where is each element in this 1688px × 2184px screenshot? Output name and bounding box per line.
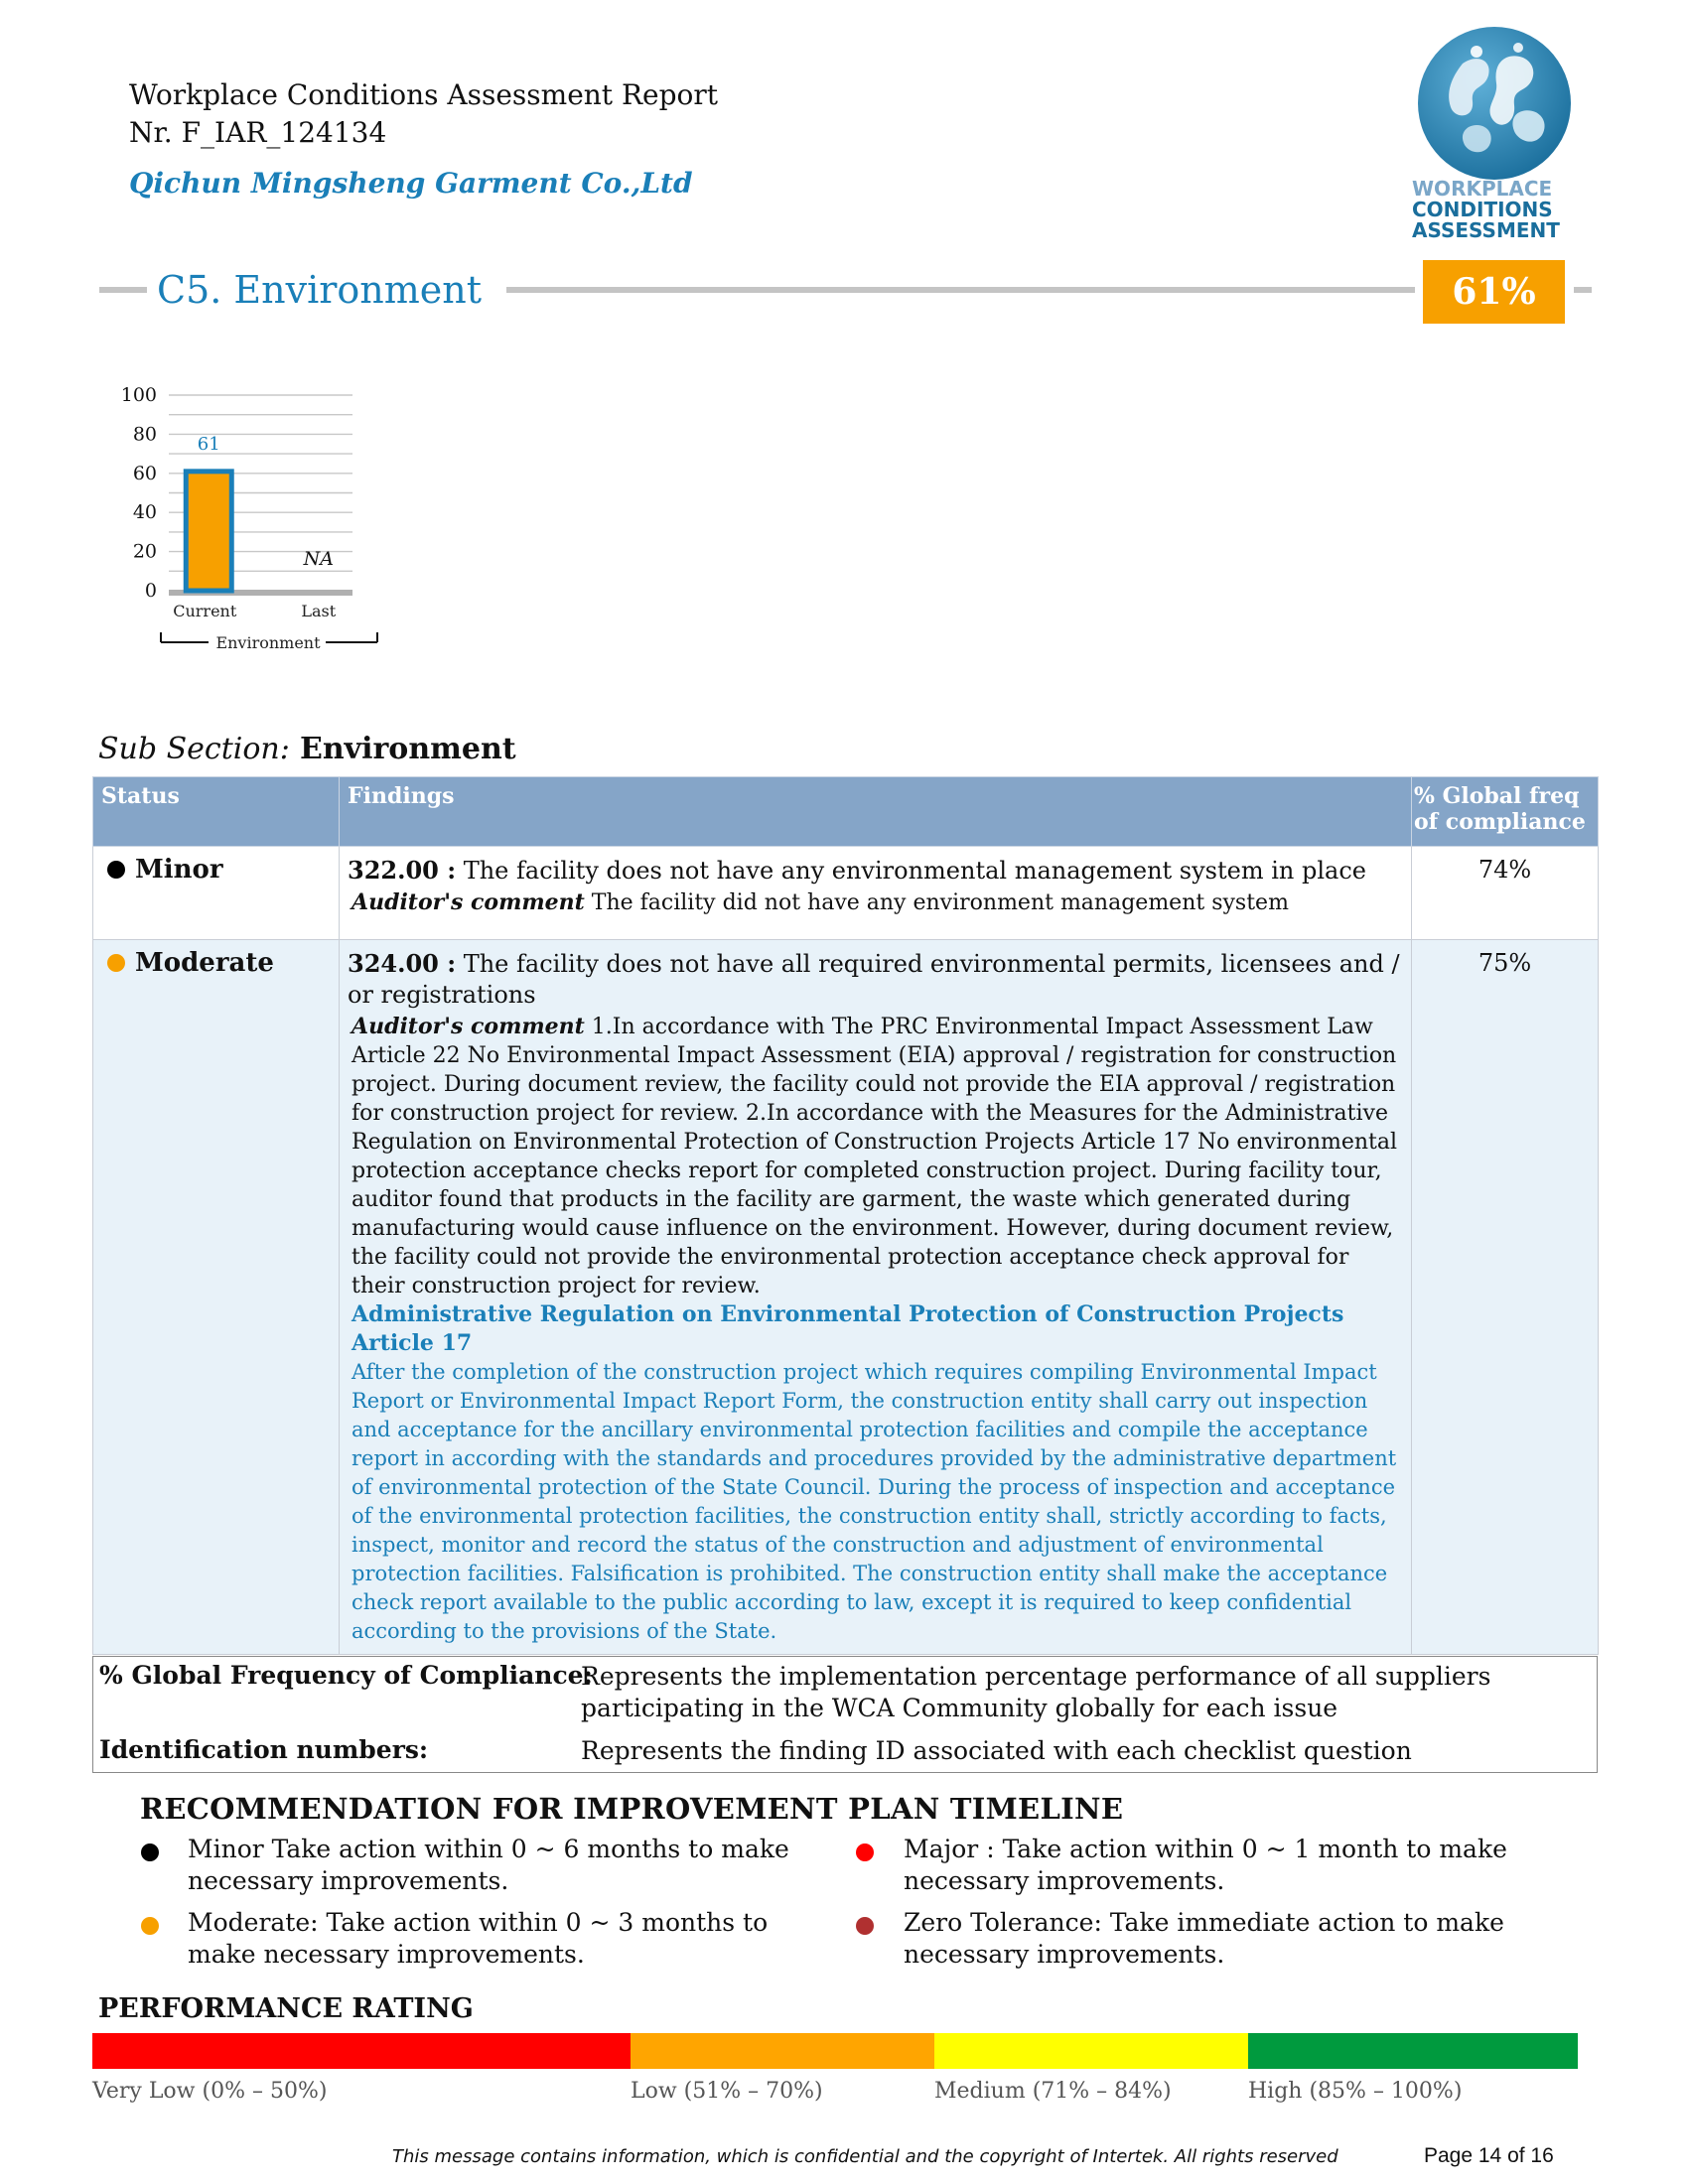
rec-item-major: Major : Take action within 0 ~ 1 month to make necessary improvements. <box>904 1835 1507 1895</box>
section-rule-middle <box>506 287 1415 293</box>
chart-x-axis-label: Environment <box>215 633 321 652</box>
subsection-value: Environment <box>300 732 516 766</box>
table-header-row <box>93 777 1599 847</box>
minor-status-dot-icon <box>107 861 125 879</box>
section-score-badge: 61% <box>1423 260 1565 324</box>
header-global-freq: % Global freq of compliance <box>1412 777 1599 847</box>
table-row <box>93 940 1599 1655</box>
finding-code: 322.00 : <box>348 856 457 885</box>
confidentiality-note: This message contains information, which is confidential and the copyright of Intertek. All rights reserved <box>392 2146 1338 2167</box>
section-rule-right <box>1574 287 1592 293</box>
comment-text: 1.In accordance with The PRC Environmental Impact Assessment Law Article 22 No Environmental Impact Assessment (EIA) approval / registration for construction project. During document review, the facility could not provide the EIA approval / registration for construction project for review. 2.In accordance with the Measures for the Administrative Regulation on Environmental Protection of Construction Projects Article 17 No environmental protection acceptance checks report for completed construction project. During facility tour, auditor found that products in the facility are garment, the waste which generated during manufacturing would cause influence on the environment. However, during document review, the facility could not provide the environmental protection acceptance check approval for their construction project for review. <box>352 1015 1398 1298</box>
subsection-label: Sub Section: <box>98 732 290 766</box>
comment-text: The facility did not have any environment management system <box>591 890 1289 915</box>
finding-cell <box>340 847 1412 940</box>
company-name: Qichun Mingsheng Garment Co.,Ltd <box>129 167 693 200</box>
band-label-medium: Medium (71% – 84%) <box>934 2079 1172 2104</box>
pct-cell: 74% <box>1412 847 1599 940</box>
report-number: Nr. F_IAR_124134 <box>129 116 387 149</box>
chart-y-tick-label: 100 <box>120 384 157 406</box>
chart-data-label: 61 <box>197 433 220 455</box>
chart-y-tick-label: 40 <box>132 501 157 524</box>
header-status: Status <box>93 777 340 847</box>
band-high <box>1248 2033 1578 2069</box>
regulation-text: After the completion of the construction project which requires compiling Environmental Impact Report or Environmental Impact Report Form, the construction entity shall carry out inspection and acceptance for the ancillary environmental protection facilities and compile the acceptance report in according with the standards and procedures provided by the administrative department of environmental protection of the State Council. During the process of inspection and acceptance of the environmental protection facilities, the construction entity shall, strictly according to facts, inspect, monitor and record the status of the construction and adjustment of environmental protection facilities. Falsification is prohibited. The construction entity shall make the acceptance check report available to the public according to law, except it is required to keep confidential according to the provisions of the State. <box>352 1360 1397 1643</box>
chart-data-label: NA <box>303 548 334 570</box>
definitions-box <box>92 1656 1598 1773</box>
regulation-title: Administrative Regulation on Environmental Protection of Construction Projects Article 17 <box>352 1301 1344 1356</box>
band-low <box>631 2033 934 2069</box>
rec-item-zero-tolerance: Zero Tolerance: Take immediate action to make necessary improvements. <box>904 1908 1504 1969</box>
chart-bar-current <box>186 472 231 591</box>
status-text: Minor <box>135 855 223 885</box>
page-number: Page 14 of 16 <box>1424 2144 1554 2167</box>
chart-y-tick-label: 20 <box>132 540 157 563</box>
band-very-low <box>92 2033 631 2069</box>
chart-y-tick-label: 0 <box>144 580 157 602</box>
section-rule-left <box>99 287 147 293</box>
chart-y-tick-label: 60 <box>132 462 157 484</box>
band-label-high: High (85% – 100%) <box>1248 2079 1463 2104</box>
status-cell <box>93 847 340 940</box>
section-title: C5. Environment <box>157 268 483 312</box>
status-text: Moderate <box>135 948 274 978</box>
recommendation-title: RECOMMENDATION FOR IMPROVEMENT PLAN TIMELINE <box>140 1792 1124 1826</box>
status-cell <box>93 940 340 1655</box>
finding-cell <box>340 940 1412 1655</box>
logo-line-2: CONDITIONS <box>1412 198 1553 221</box>
zero-tolerance-dot-icon <box>856 1917 874 1935</box>
comment-label: Auditor's comment <box>352 889 585 915</box>
finding-code: 324.00 : <box>348 949 457 978</box>
id-term: Identification numbers: <box>99 1735 429 1764</box>
rec-item-minor: Minor Take action within 0 ~ 6 months to make necessary improvements. <box>188 1835 789 1895</box>
chart-category-label: Last <box>301 602 337 620</box>
major-dot-icon <box>856 1843 874 1861</box>
wca-logo <box>1410 24 1589 252</box>
id-definition: Represents the finding ID associated with each checklist question <box>581 1736 1412 1765</box>
band-label-low: Low (51% – 70%) <box>631 2079 823 2104</box>
findings-table <box>92 776 1599 1655</box>
header-findings: Findings <box>340 777 1412 847</box>
freq-term: % Global Frequency of Compliance: <box>99 1661 593 1690</box>
wca-logo-emblem-icon <box>1415 24 1574 183</box>
band-medium <box>934 2033 1248 2069</box>
finding-text: The facility does not have any environmental management system in place <box>463 857 1366 885</box>
logo-line-3: ASSESSMENT <box>1412 218 1560 242</box>
finding-text: The facility does not have all required environmental permits, licensees and / or registrations <box>348 950 1400 1009</box>
pct-cell: 75% <box>1412 940 1599 1655</box>
band-label-very-low: Very Low (0% – 50%) <box>92 2079 328 2104</box>
environment-chart <box>109 377 407 665</box>
moderate-status-dot-icon <box>107 954 125 972</box>
chart-svg <box>109 377 407 665</box>
performance-title: PERFORMANCE RATING <box>98 1993 474 2024</box>
rec-item-moderate: Moderate: Take action within 0 ~ 3 months to make necessary improvements. <box>188 1908 769 1969</box>
freq-definition: Represents the implementation percentage performance of all suppliers participating in the WCA Community globally for each issue <box>581 1662 1491 1722</box>
report-title: Workplace Conditions Assessment Report <box>129 78 719 111</box>
chart-y-tick-label: 80 <box>132 423 157 446</box>
minor-dot-icon <box>141 1843 159 1861</box>
logo-line-1: WORKPLACE <box>1412 177 1553 201</box>
table-row <box>93 847 1599 940</box>
moderate-dot-icon <box>141 1917 159 1935</box>
chart-category-label: Current <box>173 602 237 620</box>
comment-label: Auditor's comment <box>352 1014 585 1039</box>
